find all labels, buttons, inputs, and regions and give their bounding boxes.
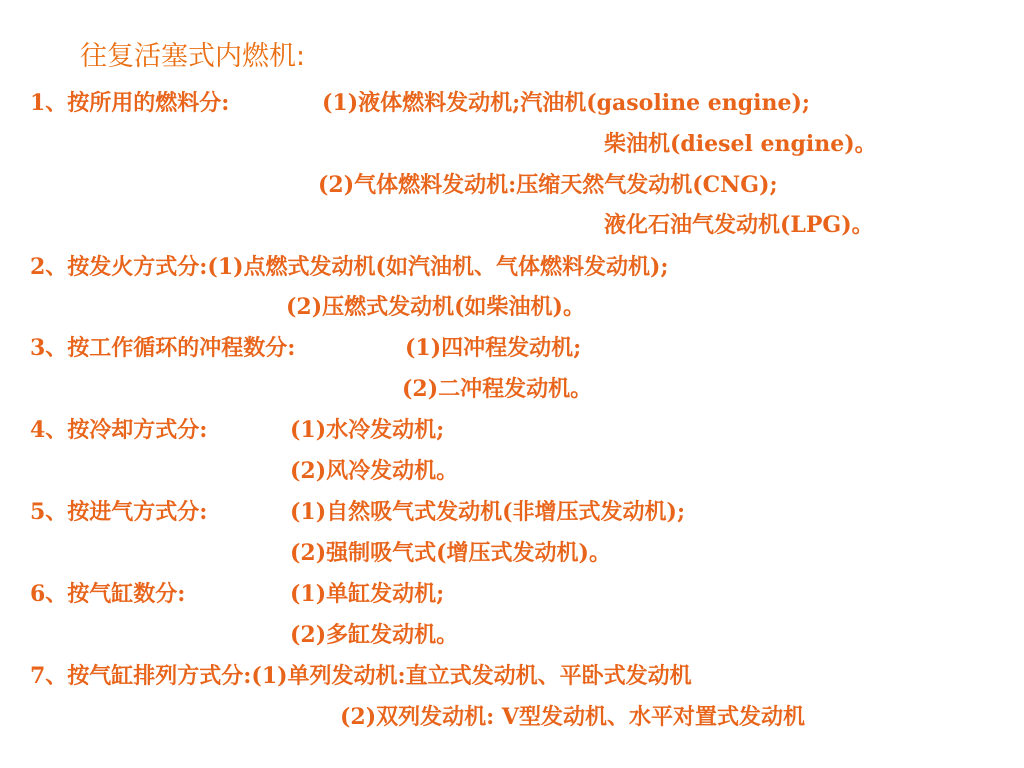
line-5-heading: 5、按进气方式分:	[30, 499, 208, 525]
line-4-heading: 4、按冷却方式分:	[30, 417, 208, 443]
line-4-1-water-cooled: (1)水冷发动机;	[290, 417, 445, 443]
line-1-1-diesel: 柴油机(diesel engine)。	[604, 131, 877, 157]
line-2-ignition: 2、按发火方式分:(1)点燃式发动机(如汽油机、气体燃料发动机);	[30, 254, 669, 280]
line-3-heading: 3、按工作循环的冲程数分:	[30, 335, 296, 361]
line-5-2-forced-induction: (2)强制吸气式(增压式发动机)。	[290, 540, 611, 566]
line-4-2-air-cooled: (2)风冷发动机。	[290, 458, 459, 484]
line-1-2-lpg: 液化石油气发动机(LPG)。	[604, 212, 874, 238]
line-6-heading: 6、按气缸数分:	[30, 581, 186, 607]
line-6-1-single-cylinder: (1)单缸发动机;	[290, 581, 445, 607]
line-3-1-four-stroke: (1)四冲程发动机;	[405, 335, 582, 361]
line-7-arrangement: 7、按气缸排列方式分:(1)单列发动机:直立式发动机、平卧式发动机	[30, 663, 692, 689]
line-1-2-gas-fuel: (2)气体燃料发动机:压缩天然气发动机(CNG);	[318, 172, 778, 198]
line-6-2-multi-cylinder: (2)多缸发动机。	[290, 622, 459, 648]
line-3-2-two-stroke: (2)二冲程发动机。	[402, 376, 593, 402]
line-7-2-double-row: (2)双列发动机: V型发动机、水平对置式发动机	[340, 704, 805, 730]
line-5-1-natural-aspirated: (1)自然吸气式发动机(非增压式发动机);	[290, 499, 686, 525]
line-1-1-liquid-fuel: (1)液体燃料发动机;汽油机(gasoline engine);	[322, 90, 810, 116]
slide-title: 往复活塞式内燃机:	[80, 41, 306, 72]
line-2-2-compression: (2)压燃式发动机(如柴油机)。	[286, 294, 585, 320]
line-1-heading: 1、按所用的燃料分:	[30, 90, 230, 116]
